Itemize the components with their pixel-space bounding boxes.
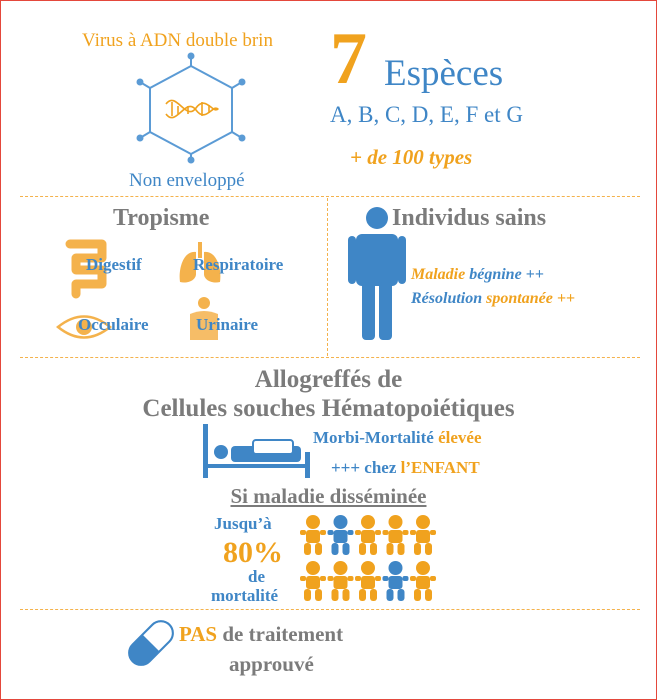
babies-grid bbox=[300, 514, 438, 606]
tropism-title: Tropisme bbox=[113, 205, 210, 231]
virus-envelope-label: Non enveloppé bbox=[129, 170, 245, 191]
types-count: + de 100 types bbox=[350, 145, 473, 169]
baby-icon bbox=[410, 561, 436, 601]
allo-title-1: Allogreffés de bbox=[254, 366, 403, 393]
healthy-title: Individus sains bbox=[392, 205, 547, 231]
disseminated-label: Si maladie disséminée bbox=[230, 484, 427, 508]
baby-icon bbox=[355, 561, 381, 601]
morbi-line: Morbi-Mortalité élevée bbox=[313, 428, 482, 447]
baby-icon bbox=[410, 515, 436, 555]
tropism-urinaire: Urinaire bbox=[196, 315, 259, 334]
divider bbox=[327, 198, 328, 356]
pill-icon bbox=[120, 612, 182, 674]
hospital-bed-icon bbox=[203, 424, 311, 478]
baby-icon bbox=[355, 515, 381, 555]
baby-icon bbox=[300, 515, 326, 555]
species-count: 7 bbox=[330, 18, 367, 100]
treatment-line-2: approuvé bbox=[229, 652, 314, 676]
child-line: +++ chez l’ENFANT bbox=[331, 458, 480, 477]
treatment-line-1: PAS de traitement bbox=[179, 622, 344, 646]
allo-title-2: Cellules souches Hématopoiétiques bbox=[142, 395, 515, 422]
baby-icon bbox=[383, 561, 409, 601]
baby-icon bbox=[328, 515, 354, 555]
mortality-label: mortalité bbox=[211, 586, 279, 605]
divider bbox=[20, 196, 640, 197]
baby-icon bbox=[328, 561, 354, 601]
healthy-line-1: Maladie bégnine ++ bbox=[411, 266, 544, 283]
baby-icon bbox=[300, 561, 326, 601]
tropism-digestif: Digestif bbox=[86, 255, 142, 274]
divider bbox=[20, 609, 640, 610]
tropism-occulaire: Occulaire bbox=[78, 315, 149, 334]
mortality-de: de bbox=[248, 567, 265, 586]
species-label: Espèces bbox=[384, 53, 504, 94]
mortality-percent: 80% bbox=[223, 536, 283, 569]
divider bbox=[20, 357, 640, 358]
healthy-line-2: Résolution spontanée ++ bbox=[411, 290, 576, 307]
mortality-prefix: Jusqu’à bbox=[214, 514, 272, 533]
baby-icon bbox=[383, 515, 409, 555]
virus-type-label: Virus à ADN double brin bbox=[82, 30, 273, 51]
virus-dna-icon bbox=[130, 52, 252, 164]
tropism-respiratoire: Respiratoire bbox=[193, 255, 284, 274]
species-list: A, B, C, D, E, F et G bbox=[330, 102, 523, 127]
